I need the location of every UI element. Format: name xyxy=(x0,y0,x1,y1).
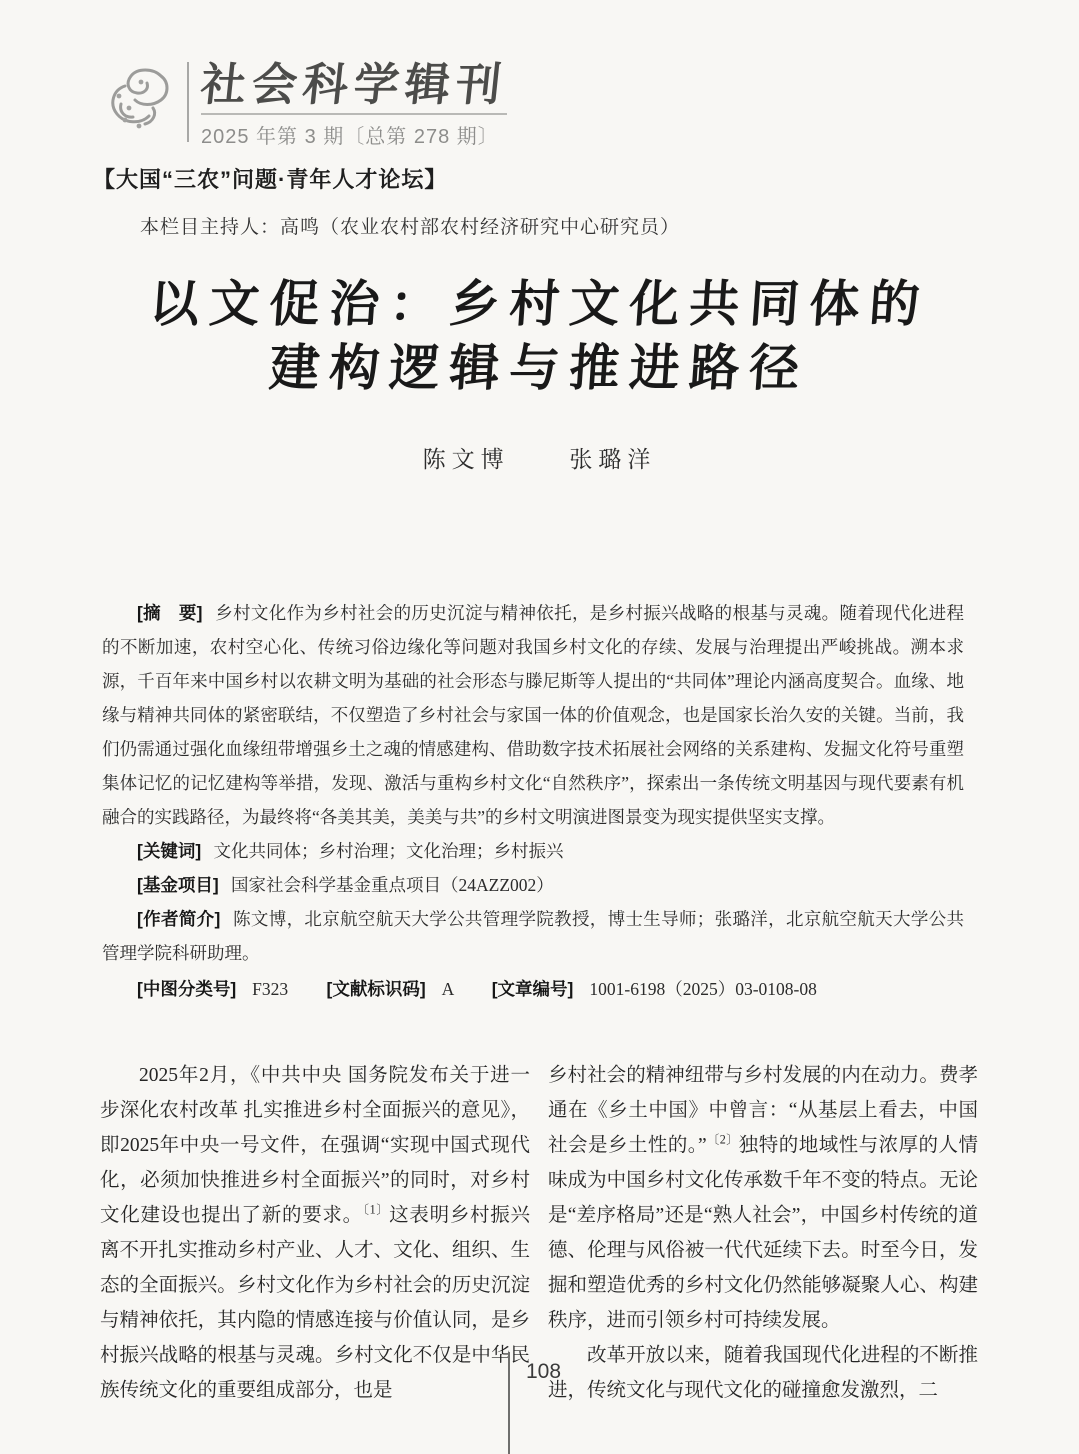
doc-code-label: [文献标识码] xyxy=(326,979,426,999)
abstract-label: [摘 要] xyxy=(137,603,203,623)
abstract xyxy=(102,596,964,834)
keywords-text: 文化共同体；乡村治理；文化治理；乡村振兴 xyxy=(213,841,564,861)
clc-group xyxy=(137,979,288,999)
reference-mark: 〔1〕 xyxy=(362,1202,390,1217)
author-name: 陈文博 xyxy=(422,447,510,472)
doc-code-value: A xyxy=(441,979,454,999)
body-text: 2025年2月，《中共中央 国务院发布关于进一步深化农村改革 扎实推进乡村全面振兴的意见》，即2025年中央一号文件，在强调“实现中国式现代化，必须加快推进乡村全面振兴”的同时，对乡村文化建设也提出了新的要求。 xyxy=(100,1065,530,1226)
article-authors xyxy=(0,441,1079,474)
keywords xyxy=(102,834,964,868)
clc-value: F323 xyxy=(252,979,289,999)
bio-text: 陈文博，北京航空航天大学公共管理学院教授，博士生导师；张璐洋，北京航空航天大学公共管理学院科研助理。 xyxy=(102,909,965,963)
article-id-group xyxy=(492,979,817,999)
body-paragraph xyxy=(100,1058,530,1408)
article-title-line2: 建构逻辑与推进路径 xyxy=(267,338,812,397)
fund-project xyxy=(102,868,964,902)
reference-mark: 〔2〕 xyxy=(706,1132,739,1147)
issue-line: 2025 年第 3 期〔总第 278 期〕 xyxy=(201,113,507,149)
article-id-label: [文章编号] xyxy=(491,979,574,999)
body-column-right xyxy=(548,1058,978,1408)
author-name: 张璐洋 xyxy=(569,447,657,472)
column-host-line: 本栏目主持人：高鸣（农业农村部农村经济研究中心研究员） xyxy=(140,217,681,238)
body-paragraph: 改革开放以来，随着我国现代化进程的不断推进，传统文化与现代文化的碰撞愈发激烈，二 xyxy=(548,1345,978,1401)
fund-text: 国家社会科学基金重点项目（24AZZ002） xyxy=(231,875,554,895)
author-bio xyxy=(102,902,964,970)
body-paragraph xyxy=(548,1058,978,1338)
article-id-value: 1001-6198（2025）03-0108-08 xyxy=(589,979,817,999)
body-text: 这表明乡村振兴离不开扎实推动乡村产业、人才、文化、组织、生态的全面振兴。乡村文化作为乡村社会的历史沉淀与精神依托，其内隐的情感连接与价值认同，是乡村振兴战略的根基与灵魂。乡村文化不仅是中华民族传统文化的重要组成部分，也是 xyxy=(100,1205,530,1401)
page-number: 108 xyxy=(526,1360,562,1383)
bio-label: [作者简介] xyxy=(137,909,221,929)
body-text: 乡村社会的精神纽带与乡村发展的内在动力。费孝通在《乡土中国》中曾言：“从基层上看去，中国社会是乡土性的。” xyxy=(548,1065,978,1156)
body-column-left xyxy=(100,1058,530,1408)
body-text: 独特的地域性与浓厚的人情味成为中国乡村文化传承数千年不变的特点。无论是“差序格局”还是“熟人社会”，中国乡村传统的道德、伦理与风俗被一代代延续下去。时至今日，发掘和塑造优秀的乡村文化仍然能够凝聚人心、构建秩序，进而引领乡村可持续发展。 xyxy=(548,1135,978,1331)
abstract-text: 乡村文化作为乡村社会的历史沉淀与精神依托，是乡村振兴战略的根基与灵魂。随着现代化进程的不断加速，农村空心化、传统习俗边缘化等问题对我国乡村文化的存续、发展与治理提出严峻挑战。溯本求源，千百年来中国乡村以农耕文明为基础的社会形态与滕尼斯等人提出的“共同体”理论内涵高度契合。血缘、地缘与精神共同体的紧密联结，不仅塑造了乡村社会与家国一体的价值观念，也是国家长治久安的关键。当前，我们仍需通过强化血缘纽带增强乡土之魂的情感建构、借助数字技术拓展社会网络的关系建构、发掘文化符号重塑集体记忆的记忆建构等举措，发现、激活与重构乡村文化“自然秩序”，探索出一条传统文明基因与现代要素有机融合的实践路径，为最终将“各美其美，美美与共”的乡村文明演进图景变为现实提供坚实支撑。 xyxy=(102,603,965,827)
front-matter xyxy=(102,596,964,1006)
page-footer xyxy=(508,1352,561,1454)
article-title-line1: 以文促治：乡村文化共同体的 xyxy=(147,274,932,333)
section-header: 【大国“三农”问题·青年人才论坛】 xyxy=(93,167,448,192)
journal-logo-seal-icon xyxy=(95,60,187,144)
fund-label: [基金项目] xyxy=(137,875,219,895)
masthead xyxy=(95,58,510,149)
classification-line xyxy=(102,972,964,1006)
clc-label: [中图分类号] xyxy=(137,979,237,999)
masthead-text xyxy=(198,58,510,149)
doc-code-group xyxy=(327,979,454,999)
article-title xyxy=(0,272,1079,400)
keywords-label: [关键词] xyxy=(137,841,202,861)
journal-name: 社会科学辑刊 xyxy=(198,58,510,111)
masthead-divider xyxy=(187,62,189,142)
